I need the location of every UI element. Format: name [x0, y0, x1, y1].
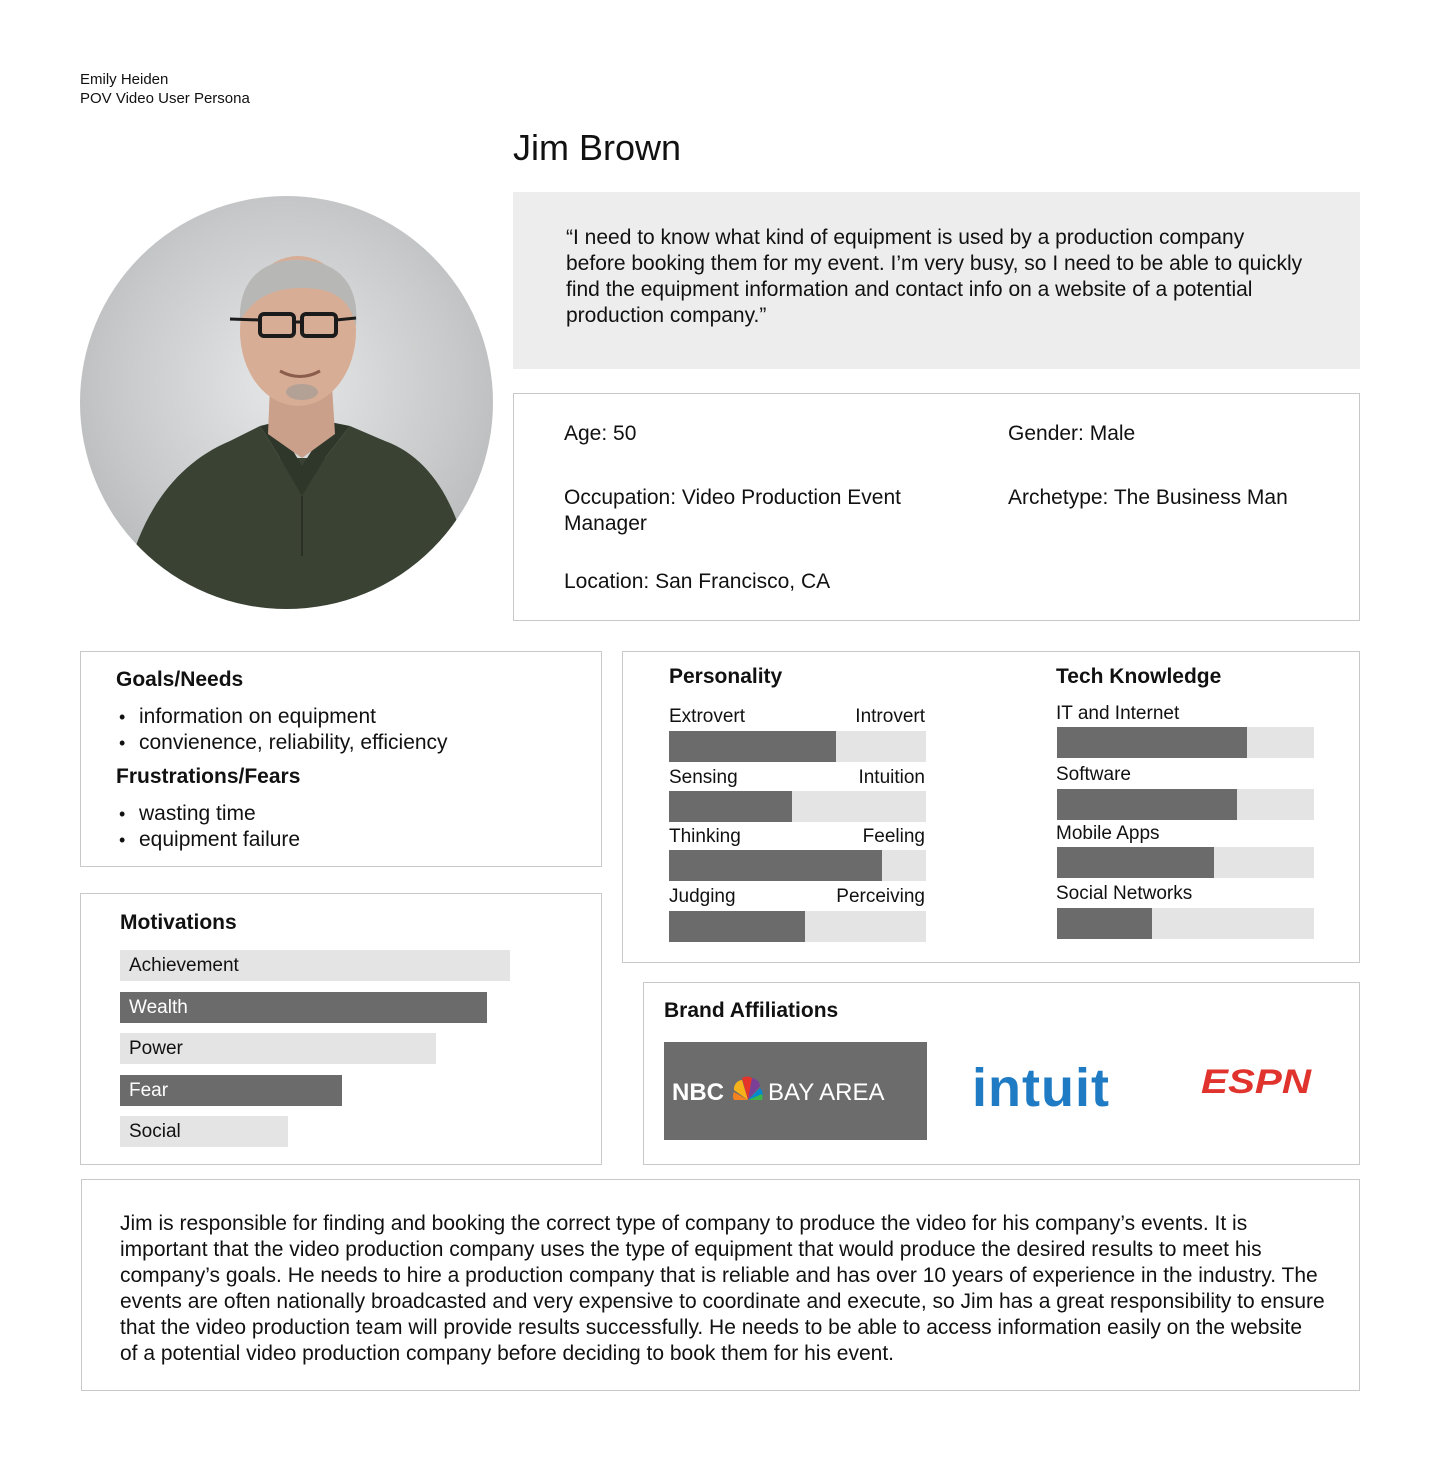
- gender-field: Gender: Male: [1008, 422, 1136, 445]
- list-item: • wasting time: [117, 801, 300, 827]
- trait-right-label: Perceiving: [836, 886, 925, 907]
- frustrations-heading: Frustrations/Fears: [116, 765, 301, 788]
- archetype-field: Archetype: The Business Man: [1008, 486, 1288, 509]
- motivation-bar-social: Social: [120, 1116, 288, 1147]
- persona-name: Jim Brown: [513, 127, 682, 168]
- tech-fill: [1057, 789, 1237, 820]
- tech-label: Mobile Apps: [1056, 823, 1160, 844]
- nbc-peacock-icon: [664, 1042, 927, 1140]
- tech-bar-social-networks: [1057, 908, 1314, 939]
- espn-wordmark-icon: [1199, 1061, 1319, 1101]
- intuit-wordmark-icon: [970, 1049, 1150, 1119]
- age-field: Age: 50: [564, 422, 637, 445]
- tech-label: Software: [1056, 764, 1131, 785]
- motivation-bar-power: Power: [120, 1033, 436, 1064]
- document-title: POV Video User Persona: [80, 90, 250, 107]
- location-field: Location: San Francisco, CA: [564, 570, 831, 593]
- personality-tech-panel: [622, 651, 1360, 963]
- trait-right-label: Introvert: [855, 706, 925, 727]
- motivations-heading: Motivations: [120, 911, 237, 934]
- tech-knowledge-heading: Tech Knowledge: [1056, 665, 1222, 688]
- trait-left-label: Sensing: [669, 767, 738, 788]
- trait-slider-thinking-feeling: [669, 850, 926, 881]
- trait-slider-judging-perceiving: [669, 911, 926, 942]
- list-item: • information on equipment: [117, 704, 448, 730]
- trait-fill: [669, 731, 836, 762]
- tech-label: IT and Internet: [1056, 703, 1180, 724]
- tech-bar-it-internet: [1057, 727, 1314, 758]
- list-item: • convienence, reliability, efficiency: [117, 730, 448, 756]
- nbc-logo-text: NBC: [672, 1079, 724, 1106]
- motivations-panel: [80, 893, 602, 1165]
- tech-bar-software: [1057, 789, 1314, 820]
- portrait-illustration: [80, 196, 493, 609]
- tech-bar-mobile-apps: [1057, 847, 1314, 878]
- bio-panel: [81, 1179, 1360, 1391]
- trait-fill: [669, 911, 805, 942]
- espn-logo: [1199, 1061, 1319, 1101]
- bay-area-logo-text: BAY AREA: [768, 1079, 885, 1106]
- personality-heading: Personality: [669, 665, 783, 688]
- quote-panel: [513, 192, 1360, 369]
- persona-photo: [80, 196, 493, 609]
- trait-left-label: Thinking: [669, 826, 741, 847]
- trait-slider-sensing-intuition: [669, 791, 926, 822]
- nbc-bay-area-logo: [664, 1042, 927, 1140]
- tech-fill: [1057, 908, 1152, 939]
- trait-fill: [669, 791, 792, 822]
- demographics-panel: [513, 393, 1360, 621]
- espn-logo-text: ESPN: [1201, 1063, 1313, 1101]
- motivation-bar-fear: Fear: [120, 1075, 342, 1106]
- brand-affiliations-heading: Brand Affiliations: [664, 999, 839, 1022]
- goals-heading: Goals/Needs: [116, 668, 244, 691]
- intuit-logo: [970, 1049, 1150, 1119]
- goals-list: [117, 704, 448, 756]
- trait-right-label: Feeling: [862, 826, 925, 847]
- trait-left-label: Extrovert: [669, 706, 746, 727]
- motivation-bar-wealth: Wealth: [120, 992, 487, 1023]
- author-name: Emily Heiden: [80, 71, 169, 88]
- occupation-field: Occupation: Video Production Event Manager: [564, 486, 901, 535]
- goals-panel: [80, 651, 602, 867]
- tech-label: Social Networks: [1056, 883, 1193, 904]
- persona-quote: “I need to know what kind of equipment is used by a production company before booking them for my event. I’m very busy, so I need to be able to quickly find the equipment information and contact info on a website of a potential production company.”: [566, 226, 1303, 327]
- tech-fill: [1057, 727, 1247, 758]
- trait-left-label: Judging: [669, 886, 736, 907]
- tech-fill: [1057, 847, 1214, 878]
- trait-slider-extrovert-introvert: [669, 731, 926, 762]
- persona-bio: Jim is responsible for finding and booking the correct type of company to produce the video for his company’s events. It is important that the video production company uses the type of equipment that would produce the desired results to meet his company’s goals. He needs to hire a production company that is reliable and has over 10 years of experience in the industry. The events are often nationally broadcasted and very expensive to coordinate and execute, so Jim has a great responsibility to ensure that the video production team will provide results successfully. He needs to be able to access information easily on the website of a potential video production company before deciding to book them for his event.: [120, 1212, 1325, 1365]
- brand-affiliations-panel: [643, 982, 1360, 1165]
- intuit-logo-text: intuit: [972, 1058, 1110, 1118]
- frustrations-list: [117, 801, 300, 853]
- motivation-bar-achievement: Achievement: [120, 950, 510, 981]
- trait-fill: [669, 850, 882, 881]
- trait-right-label: Intuition: [858, 767, 925, 788]
- list-item: • equipment failure: [117, 827, 300, 853]
